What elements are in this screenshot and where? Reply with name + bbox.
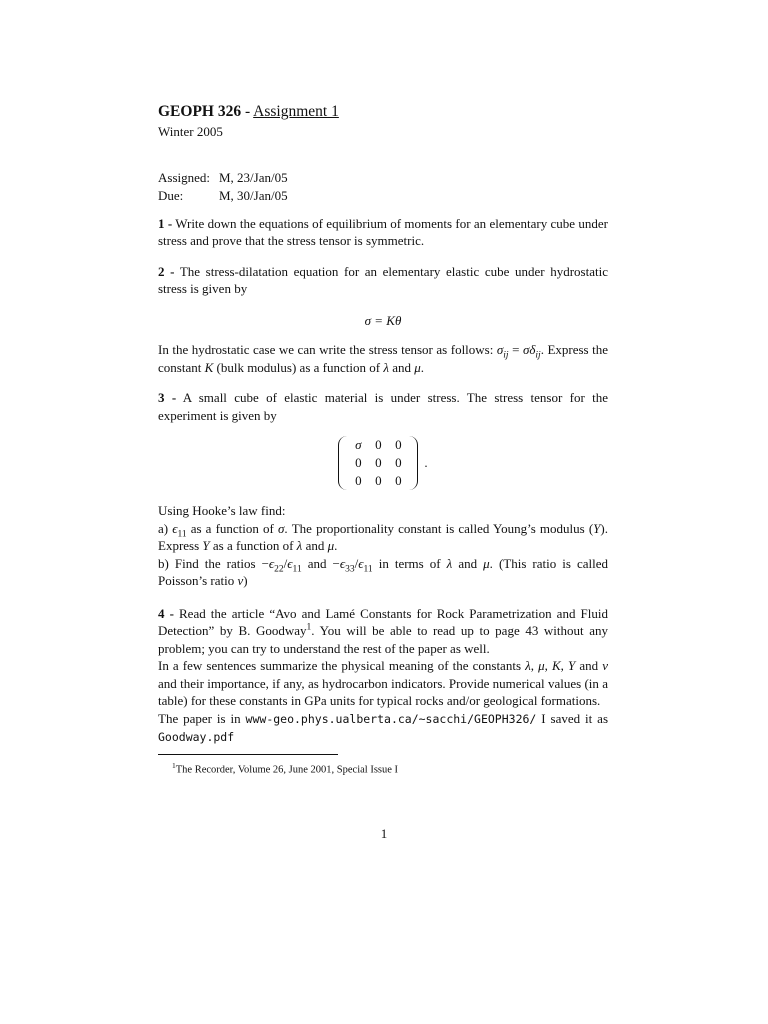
problem-4-summary: In a few sentences summarize the physical meaning of the constants λ, μ, K, Y and ν and their importance, if any, as hydrocarbon indicators. Provide numerical values (in a table) for these constants in GPa units for typical rocks and/or geological formations. <box>158 658 609 708</box>
problem-3-number: 3 - <box>158 390 177 405</box>
problem-4-number: 4 - <box>158 605 174 621</box>
problem-4-text2: . You will be able to read up to page 43 without any problem; you can try to understand the rest of the paper as well. <box>158 623 608 656</box>
matrix-row <box>348 454 408 472</box>
title-separator: - <box>241 103 254 120</box>
sym-K: K <box>204 359 214 375</box>
sub-ij: ij <box>535 350 541 361</box>
assignment-title: Assignment 1 <box>253 103 339 120</box>
problem-2-body: In the hydrostatic case we can write the stress tensor as follows: $\sigma_{ij} = \sigma\delta_{ij}$. Express the constant K (bulk modulus) as a function of λ and μ. <box>158 342 609 375</box>
problem-2-line2d: . <box>420 359 425 375</box>
due-label: Due: <box>158 188 184 203</box>
sym-mu: μ <box>327 538 335 553</box>
assignment-page <box>158 102 608 777</box>
left-paren <box>338 436 347 490</box>
assigned-label: Assigned: <box>158 169 210 185</box>
matrix-cell: 0 <box>375 473 382 489</box>
footnote <box>158 759 608 778</box>
problem-1 <box>158 215 608 250</box>
problem-3-body <box>158 502 608 590</box>
sym-delta: δ <box>529 342 536 357</box>
sym-sigma: σ <box>496 342 504 357</box>
sym-mu: μ <box>483 555 490 571</box>
right-paren <box>409 436 418 490</box>
matrix-period: . <box>424 455 428 471</box>
sym-sigma: σ <box>522 342 530 357</box>
sym-sigma: σ <box>277 520 285 536</box>
problem-2-number: 2 - <box>158 263 175 279</box>
problem-1-number: 1 - <box>158 215 173 231</box>
matrix-cell: 0 <box>375 455 382 471</box>
sym-nu: ν <box>237 573 244 588</box>
matrix-row <box>348 472 408 490</box>
sym-Y: Y <box>202 538 210 553</box>
sym-Y: Y <box>593 520 601 536</box>
problem-3-intro: A small cube of elastic material is under stress. The stress tensor for the experiment is given by <box>158 390 608 423</box>
problem-2 <box>158 263 608 298</box>
course-code: GEOPH 326 <box>158 103 242 120</box>
problem-4-paper: The paper is in www-geo.phys.ualberta.ca/~sacchi/GEOPH326/ I saved it as Goodway.pdf <box>158 710 608 744</box>
equation-text: σ = Kθ <box>364 312 402 328</box>
term-label: Winter 2005 <box>158 124 223 139</box>
matrix-cell: 0 <box>355 473 362 489</box>
part-a: a) $\epsilon_{11}$ as a function of σ. The proportionality constant is called Young’s modulus (Y). Express Y as a function of λ and μ. <box>158 520 608 553</box>
dates-block <box>158 169 608 205</box>
problem-2-line2a: Express the constant <box>158 342 609 375</box>
footnote-divider <box>158 754 338 755</box>
stress-dilatation-equation <box>158 312 608 330</box>
matrix-cell: 0 <box>355 455 362 471</box>
problem-3 <box>158 389 608 424</box>
part-b: b) Find the ratios $-\epsilon_{22}/\epsilon_{11}$ and $-\epsilon_{33}/\epsilon_{11}$ in terms of λ and μ. (This ratio is called Poisson’s ratio ν) <box>158 555 609 588</box>
problem-2-line2c: and <box>388 359 415 375</box>
paper-url-link[interactable]: www-geo.phys.ualberta.ca/~sacchi/GEOPH326/ <box>245 711 537 726</box>
matrix-cell: 0 <box>395 437 402 453</box>
matrix-cell: 0 <box>395 473 402 489</box>
sym-epsilon: ϵ <box>172 520 178 536</box>
sym-lambda: λ <box>296 538 303 553</box>
matrix-body <box>338 436 418 490</box>
matrix-row <box>348 436 408 454</box>
matrix-cell: 0 <box>375 437 382 453</box>
matrix-table <box>348 436 408 490</box>
problem-1-text: Write down the equations of equilibrium of moments for an elementary cube under stress and prove that the stress tensor is symmetric. <box>158 215 608 248</box>
matrix-cell: σ <box>355 437 362 453</box>
document-title <box>158 102 608 121</box>
footnote-mark: 1 <box>172 760 176 770</box>
stress-tensor-matrix <box>158 436 608 490</box>
problem-2-intro: The stress-dilatation equation for an elementary elastic cube under hydrostatic stress is given by <box>158 263 608 296</box>
sym-lambda: λ <box>446 555 453 571</box>
matrix-cell: 0 <box>395 455 402 471</box>
problem-2-line2b: (bulk modulus) as a function of <box>213 359 384 375</box>
sym-mu: μ <box>414 359 421 375</box>
footnote-ref[interactable]: 1 <box>306 622 312 633</box>
due-value: M, 30/Jan/05 <box>219 188 288 203</box>
sym-lambda: λ <box>383 359 389 375</box>
paper-filename: Goodway.pdf <box>158 730 235 744</box>
problem-4-text1: Read the article “Avo and Lamé Constants for Rock Parametrization and Fluid Detection” by B. Goodway <box>158 605 608 638</box>
assigned-value: M, 23/Jan/05 <box>219 169 288 185</box>
hooke-line: Using Hooke’s law find: <box>158 503 286 518</box>
problem-2-line1: In the hydrostatic case we can write the stress tensor as follows: <box>158 342 497 357</box>
sub-ij: ij <box>503 350 509 361</box>
footnote-text: The Recorder, Volume 26, June 2001, Special Issue I <box>175 764 399 775</box>
page-number: 1 <box>380 826 388 841</box>
sym-eq: = <box>508 342 523 357</box>
problem-4 <box>158 605 608 658</box>
